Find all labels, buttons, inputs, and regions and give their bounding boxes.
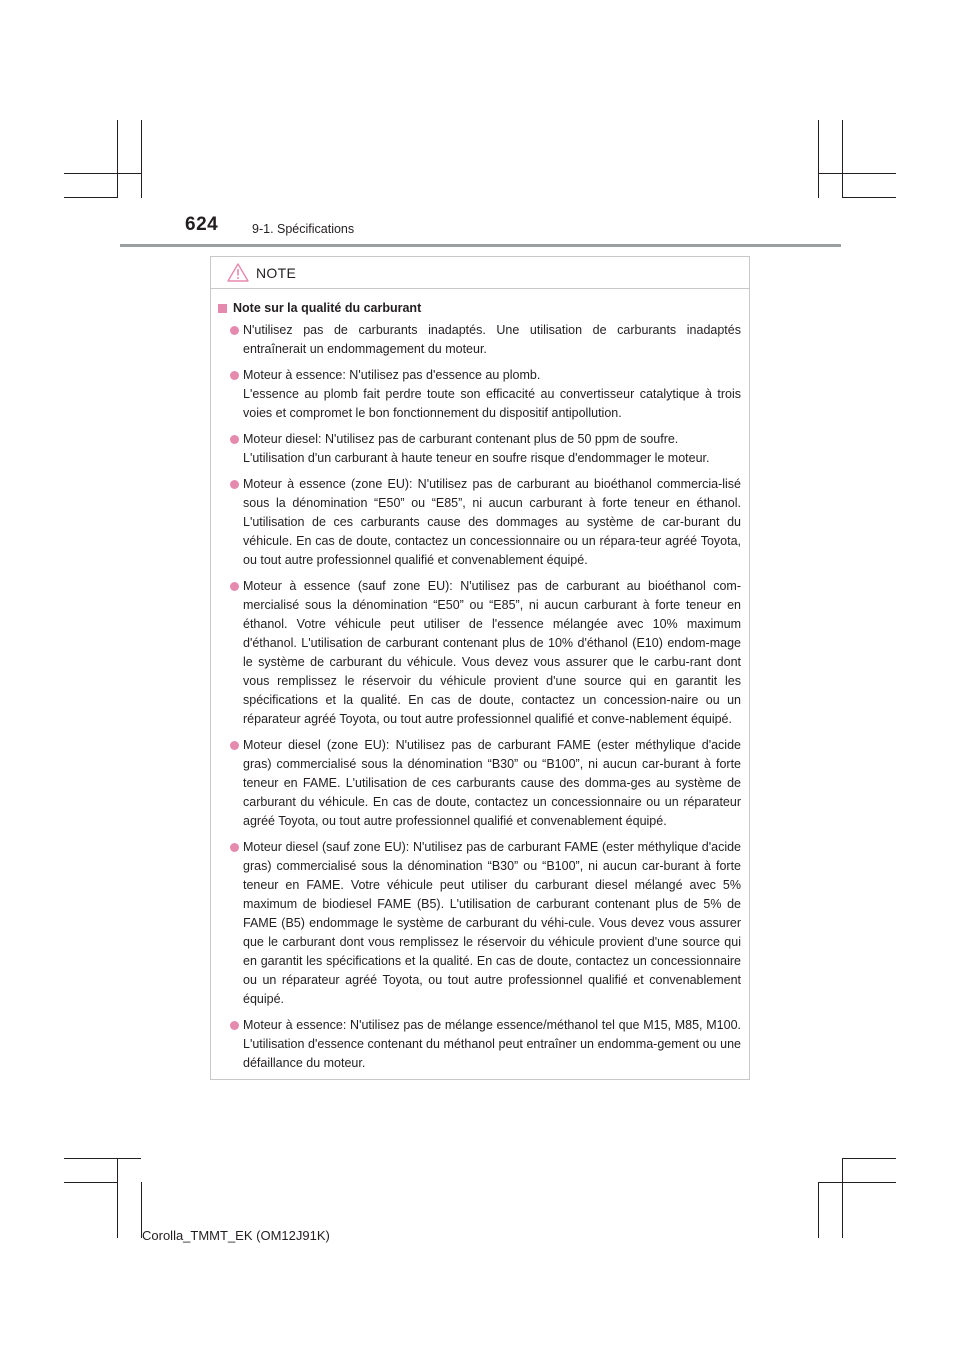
crop-mark: [117, 120, 118, 198]
crop-mark: [117, 1158, 118, 1238]
list-item-text: Moteur à essence: N'utilisez pas d'essence au plomb.: [243, 368, 541, 382]
list-item-text: Moteur diesel (sauf zone EU): N'utilisez pas de carburant FAME (ester méthylique d'acide gras) commercialisé sous la dénomination “B30” ou “B100”, ni aucun car-burant à forte teneur en FAME. Votre véhicule peut utiliser du carburant diesel mélangé avec 5% maximum de biodiesel FAME (B5). L'utilisation de carburant contenant plus de 5% de FAME (B5) endommage le système de carburant du véhi-cule. Vous devez vous assurer que le carburant dont vous remplissez le réservoir du véhicule provient d'une source qui en garantit les spécifications et la qualité. En cas de doute, contactez un concessionnaire ou un réparateur agréé Toyota, ou tout autre professionnel qualifié et convenablement équipé.: [243, 840, 741, 1006]
list-item: [218, 577, 741, 729]
crop-mark: [842, 1158, 896, 1159]
circle-bullet-icon: [230, 741, 239, 750]
circle-bullet-icon: [230, 435, 239, 444]
note-body: [211, 289, 749, 1073]
document-id: Corolla_TMMT_EK (OM12J91K): [142, 1228, 330, 1243]
crop-mark: [64, 173, 141, 174]
warning-triangle-icon: [227, 263, 249, 282]
list-item: [218, 430, 741, 468]
list-item-text: Moteur à essence (sauf zone EU): N'utilisez pas de carburant au bioéthanol com-mercialisé sous la dénomination “E50” ou “E85”, ni aucun carburant à forte teneur en éthanol. Votre véhicule peut utiliser de l'essence mélangée avec 10% maximum d'éthanol. L'utilisation de carburant contenant plus de 10% d'éthanol (E10) endom-mage le système de carburant du véhicule. Vous devez vous assurer que le carbu-rant dont vous remplissez le réservoir du véhicule provient d'une source qui en garantit les spécifications et la qualité. En cas de doute, contactez un concession-naire ou un réparateur agréé Toyota, ou tout autre professionnel qualifié et conve-nablement équipé.: [243, 579, 741, 726]
list-item: [218, 321, 741, 359]
circle-bullet-icon: [230, 843, 239, 852]
circle-bullet-icon: [230, 371, 239, 380]
circle-bullet-icon: [230, 582, 239, 591]
list-item: [218, 736, 741, 831]
crop-mark: [141, 120, 142, 198]
note-label: NOTE: [256, 264, 297, 281]
crop-mark: [842, 197, 896, 198]
list-item-text: L'utilisation d'un carburant à haute teneur en soufre risque d'endommager le moteur.: [243, 451, 710, 465]
list-item: [218, 1016, 741, 1073]
list-item: [218, 475, 741, 570]
note-box: [210, 256, 750, 1080]
circle-bullet-icon: [230, 326, 239, 335]
square-bullet-icon: [218, 304, 227, 313]
crop-mark: [64, 1158, 141, 1159]
list-item: [218, 366, 741, 423]
crop-mark: [64, 1182, 117, 1183]
header-rule: [120, 244, 841, 247]
circle-bullet-icon: [230, 480, 239, 489]
note-header: [211, 257, 749, 289]
list-item-text: Moteur diesel (zone EU): N'utilisez pas de carburant FAME (ester méthylique d'acide gras) commercialisé sous la dénomination “B30” ou “B100”, ni aucun car-burant à forte teneur en FAME. L'utilisation de ces carburants cause des domma-ges au système de carburant du véhicule. En cas de doute, contactez un concessionnaire ou un réparateur agréé Toyota, ou tout autre professionnel qualifié et convenablement équipé.: [243, 738, 741, 828]
list-item-text: Moteur à essence: N'utilisez pas de mélange essence/méthanol tel que M15, M85, M100. L'utilisation d'essence contenant du méthanol peut entraîner un endomma-gement ou une défaillance du moteur.: [243, 1018, 741, 1070]
note-subheading-text: Note sur la qualité du carburant: [233, 301, 422, 315]
section-title: 9-1. Spécifications: [252, 222, 355, 236]
crop-mark: [842, 120, 843, 198]
crop-mark: [818, 173, 896, 174]
crop-mark: [842, 1158, 843, 1238]
crop-mark: [818, 1182, 819, 1238]
crop-mark: [818, 120, 819, 198]
page-number: 624: [185, 214, 219, 235]
list-item-text: Moteur à essence (zone EU): N'utilisez pas de carburant au bioéthanol commercia-lisé sous la dénomination “E50” ou “E85”, ni aucun carburant à forte teneur en éthanol. L'utilisation de ces carburants cause des dommages au système de car-burant du véhicule. En cas de doute, contactez un concessionnaire ou un répara-teur agréé Toyota, ou tout autre professionnel qualifié et convenablement équipé.: [243, 477, 741, 567]
circle-bullet-icon: [230, 1021, 239, 1030]
crop-mark: [818, 1182, 896, 1183]
list-item-text: Moteur diesel: N'utilisez pas de carburant contenant plus de 50 ppm de soufre.: [243, 432, 679, 446]
list-item-text: N'utilisez pas de carburants inadaptés. Une utilisation de carburants inadaptés entraînerait un endommagement du moteur.: [243, 323, 741, 356]
crop-mark: [64, 197, 117, 198]
note-subheading: [218, 301, 741, 315]
list-item: [218, 838, 741, 1009]
list-item-text: L'essence au plomb fait perdre toute son efficacité au convertisseur catalytique à trois voies et compromet le bon fonctionnement du dispositif antipollution.: [243, 387, 741, 420]
